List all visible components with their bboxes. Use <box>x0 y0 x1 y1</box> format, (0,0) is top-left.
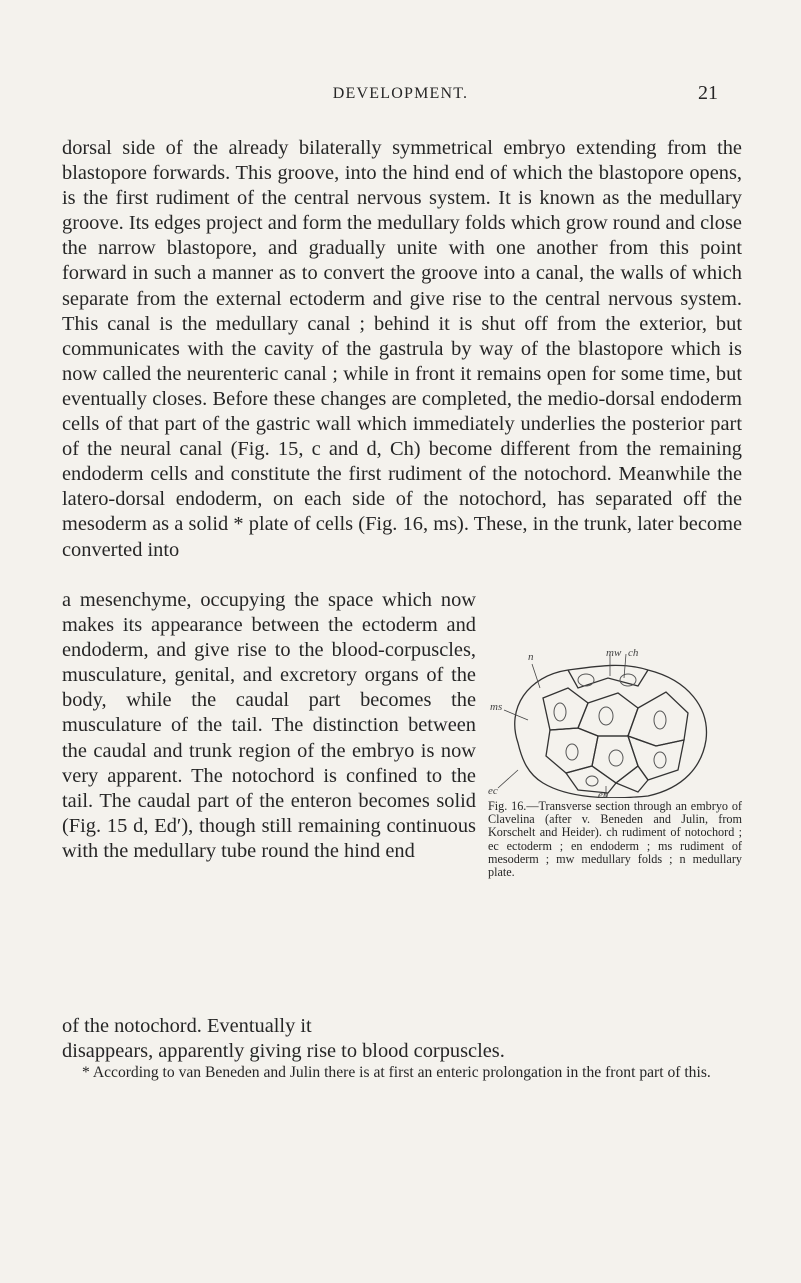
cell-boundary-5 <box>592 736 638 783</box>
nucleus-3 <box>654 711 666 729</box>
figure-caption: Fig. 16.—Transverse section through an embryo of Clavelina (after v. Beneden and Julin, from Korschelt and Heider). ch rudiment of notochord ; ec ectoderm ; en endoderm ; ms rudiment of mesoderm ; mw medullary folds ; n medullary plate. <box>488 799 742 880</box>
nucleus-4 <box>566 744 578 760</box>
nucleus-9 <box>620 674 636 686</box>
label-n: n <box>528 651 534 663</box>
label-mw: mw <box>606 648 622 659</box>
tail-line-1: of the notochord. Eventually it <box>62 1015 312 1037</box>
cell-boundary-8 <box>616 766 648 792</box>
nucleus-5 <box>609 750 623 766</box>
label-ms: ms <box>490 701 503 713</box>
body-paragraph-top: dorsal side of the already bilaterally symmetrical embryo extending from the blastopore forwards. This groove, into the hind end of which the blastopore opens, is the first rudiment of the central nervous system. It is known as the medullary groove. Its edges project and form the medullary folds which grow round and close the narrow blastopore, and gradually unite with one another from this point forward in such a manner as to convert the groove into a canal, the walls of which separate from the external ectoderm and give rise to the central nervous system. This canal is the medullary canal ; behind it is shut off from the exterior, but communicates with the cavity of the gastrula by way of the blastopore which is now called the neurenteric canal ; while in front it remains open for some time, but eventually closes. Before these changes are completed, the medio-dorsal endoderm cells of that part of the gastric wall which immediately underlies the posterior part of the neural canal (Fig. 15, c and d, Ch) become different from the remaining endoderm cells and constitute the first rudiment of the notochord. Meanwhile the latero-dorsal endoderm, on each side of the notochord, has separated off the mesoderm as a solid * plate of cells (Fig. 16, ms). These, in the trunk, later become converted into <box>62 137 742 561</box>
tail-line-2: disappears, apparently giving rise to blood corpuscles. <box>62 1040 505 1063</box>
nucleus-7 <box>586 776 598 786</box>
body-paragraph-beside-figure: a mesenchyme, occupying the space which now makes its appearance between the ectoderm and endoderm, and give rise to the blood-corpuscles, musculature, genital, and excretory organs of the body, while the caudal part becomes the musculature of the tail. The distinction between the caudal and trunk region of the embryo is now very apparent. The notochord is confined to the tail. The caudal part of the enteron becomes solid (Fig. 15 d, Ed′), though still remaining continuous with the medullary tube round the hind end <box>62 589 476 862</box>
page-header <box>0 82 801 111</box>
label-en: en <box>598 789 609 798</box>
running-head: DEVELOPMENT. <box>332 85 469 102</box>
nucleus-2 <box>599 707 613 725</box>
label-ch: ch <box>628 648 639 659</box>
footnote: * According to van Beneden and Julin there is at first an enteric prolongation in the front part of this. <box>82 1064 711 1081</box>
page-number: 21 <box>698 82 718 104</box>
cell-boundary-7 <box>566 766 616 793</box>
cell-boundary-6 <box>628 736 684 780</box>
transverse-section-drawing <box>488 648 742 798</box>
body-paragraph-tail <box>62 1014 742 1064</box>
nucleus-6 <box>654 752 666 768</box>
cell-boundary-2 <box>578 693 638 736</box>
cell-boundary-3 <box>628 692 688 746</box>
figure-16-drawing <box>488 648 742 879</box>
nucleus-8 <box>578 674 594 686</box>
nucleus-1 <box>554 703 566 721</box>
ectoderm-outline <box>515 665 707 797</box>
label-ec: ec <box>488 785 498 797</box>
leader-ec <box>498 770 518 788</box>
